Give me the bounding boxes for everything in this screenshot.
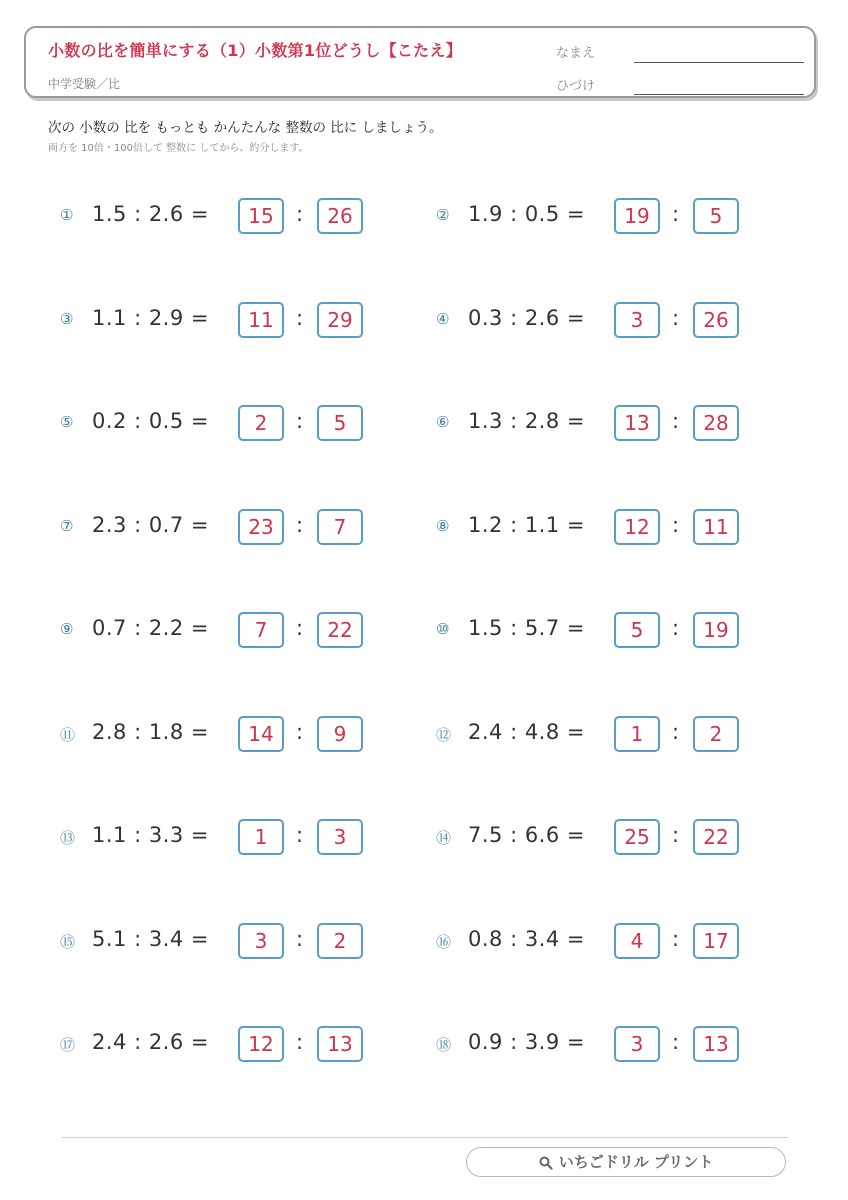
problem-number: ⑰ bbox=[60, 1036, 76, 1054]
problem-number: ⑥ bbox=[436, 413, 450, 431]
answer-box-left: 19 bbox=[614, 198, 660, 234]
problem-item bbox=[60, 612, 380, 648]
ratio-colon: : bbox=[296, 1030, 304, 1054]
ratio-colon: : bbox=[296, 513, 304, 537]
problem-item bbox=[60, 819, 380, 855]
answer-box-right: 2 bbox=[693, 716, 739, 752]
problem-expression: 7.5 : 6.6 = bbox=[468, 823, 585, 847]
problem-item bbox=[436, 1026, 756, 1062]
instructions-hint: 両方を 10倍・100倍して 整数に してから、約分します。 bbox=[48, 143, 309, 154]
problem-number: ④ bbox=[436, 310, 450, 328]
ratio-colon: : bbox=[296, 823, 304, 847]
answer-box-right: 7 bbox=[317, 509, 363, 545]
problem-number: ⑪ bbox=[60, 726, 76, 744]
worksheet-title: 小数の比を簡単にする（1）小数第1位どうし【こたえ】 bbox=[48, 41, 463, 60]
ratio-colon: : bbox=[296, 306, 304, 330]
answer-box-right: 29 bbox=[317, 302, 363, 338]
problem-item bbox=[60, 198, 380, 234]
answer-box-left: 12 bbox=[238, 1026, 284, 1062]
ratio-colon: : bbox=[296, 202, 304, 226]
answer-box-left: 2 bbox=[238, 405, 284, 441]
date-field-line bbox=[634, 94, 804, 95]
answer-box-left: 3 bbox=[614, 302, 660, 338]
problem-expression: 1.5 : 2.6 = bbox=[92, 202, 209, 226]
problem-item bbox=[60, 405, 380, 441]
name-label: なまえ bbox=[556, 46, 596, 61]
problem-expression: 2.8 : 1.8 = bbox=[92, 720, 209, 744]
problem-expression: 0.2 : 0.5 = bbox=[92, 409, 209, 433]
problem-expression: 1.5 : 5.7 = bbox=[468, 616, 585, 640]
answer-box-left: 3 bbox=[238, 923, 284, 959]
problem-expression: 0.8 : 3.4 = bbox=[468, 927, 585, 951]
answer-box-right: 13 bbox=[693, 1026, 739, 1062]
answer-box-right: 22 bbox=[317, 612, 363, 648]
problem-item bbox=[60, 716, 380, 752]
answer-box-left: 3 bbox=[614, 1026, 660, 1062]
brand-badge bbox=[466, 1147, 786, 1177]
problem-number: ⑬ bbox=[60, 829, 76, 847]
answer-box-right: 11 bbox=[693, 509, 739, 545]
ratio-colon: : bbox=[672, 616, 680, 640]
problem-item bbox=[60, 1026, 380, 1062]
ratio-colon: : bbox=[672, 823, 680, 847]
problem-expression: 1.9 : 0.5 = bbox=[468, 202, 585, 226]
ratio-colon: : bbox=[296, 616, 304, 640]
answer-box-right: 28 bbox=[693, 405, 739, 441]
problem-number: ⑱ bbox=[436, 1036, 452, 1054]
worksheet-subtitle: 中学受験／比 bbox=[48, 77, 121, 91]
problem-number: ⑦ bbox=[60, 517, 74, 535]
problem-item bbox=[436, 612, 756, 648]
answer-box-right: 5 bbox=[693, 198, 739, 234]
date-label: ひづけ bbox=[556, 79, 596, 94]
ratio-colon: : bbox=[672, 1030, 680, 1054]
brand-name: いちごドリル プリント bbox=[558, 1153, 714, 1171]
problem-number: ⑮ bbox=[60, 933, 76, 951]
answer-box-left: 14 bbox=[238, 716, 284, 752]
problem-number: ① bbox=[60, 206, 74, 224]
footer-divider bbox=[62, 1137, 788, 1138]
problem-item bbox=[60, 302, 380, 338]
problem-number: ⑫ bbox=[436, 726, 452, 744]
answer-box-left: 25 bbox=[614, 819, 660, 855]
problem-item bbox=[436, 198, 756, 234]
problem-item bbox=[60, 923, 380, 959]
problem-expression: 0.9 : 3.9 = bbox=[468, 1030, 585, 1054]
problem-expression: 0.7 : 2.2 = bbox=[92, 616, 209, 640]
answer-box-right: 26 bbox=[693, 302, 739, 338]
answer-box-right: 17 bbox=[693, 923, 739, 959]
answer-box-left: 23 bbox=[238, 509, 284, 545]
problem-number: ⑧ bbox=[436, 517, 450, 535]
answer-box-right: 19 bbox=[693, 612, 739, 648]
problem-item bbox=[436, 819, 756, 855]
answer-box-left: 1 bbox=[614, 716, 660, 752]
problem-number: ③ bbox=[60, 310, 74, 328]
problem-item bbox=[60, 509, 380, 545]
problem-item bbox=[436, 923, 756, 959]
problem-item bbox=[436, 405, 756, 441]
answer-box-left: 11 bbox=[238, 302, 284, 338]
ratio-colon: : bbox=[296, 720, 304, 744]
problem-number: ⑯ bbox=[436, 933, 452, 951]
answer-box-right: 9 bbox=[317, 716, 363, 752]
answer-box-right: 5 bbox=[317, 405, 363, 441]
problem-number: ⑭ bbox=[436, 829, 452, 847]
ratio-colon: : bbox=[672, 306, 680, 330]
answer-box-right: 13 bbox=[317, 1026, 363, 1062]
search-icon bbox=[539, 1156, 553, 1170]
ratio-colon: : bbox=[296, 927, 304, 951]
answer-box-left: 5 bbox=[614, 612, 660, 648]
problem-expression: 5.1 : 3.4 = bbox=[92, 927, 209, 951]
ratio-colon: : bbox=[672, 927, 680, 951]
answer-box-right: 22 bbox=[693, 819, 739, 855]
answer-box-left: 1 bbox=[238, 819, 284, 855]
problem-expression: 2.3 : 0.7 = bbox=[92, 513, 209, 537]
answer-box-right: 3 bbox=[317, 819, 363, 855]
answer-box-left: 13 bbox=[614, 405, 660, 441]
instructions: 次の 小数の 比を もっとも かんたんな 整数の 比に しましょう。 bbox=[48, 120, 443, 136]
ratio-colon: : bbox=[672, 409, 680, 433]
problem-item bbox=[436, 302, 756, 338]
problem-expression: 2.4 : 2.6 = bbox=[92, 1030, 209, 1054]
problem-number: ⑤ bbox=[60, 413, 74, 431]
answer-box-right: 2 bbox=[317, 923, 363, 959]
problem-expression: 1.1 : 3.3 = bbox=[92, 823, 209, 847]
answer-box-left: 4 bbox=[614, 923, 660, 959]
problem-expression: 0.3 : 2.6 = bbox=[468, 306, 585, 330]
answer-box-left: 15 bbox=[238, 198, 284, 234]
problem-item bbox=[436, 716, 756, 752]
answer-box-left: 7 bbox=[238, 612, 284, 648]
ratio-colon: : bbox=[672, 513, 680, 537]
problem-item bbox=[436, 509, 756, 545]
problem-number: ⑨ bbox=[60, 620, 74, 638]
answer-box-right: 26 bbox=[317, 198, 363, 234]
problem-expression: 2.4 : 4.8 = bbox=[468, 720, 585, 744]
ratio-colon: : bbox=[672, 202, 680, 226]
problem-expression: 1.1 : 2.9 = bbox=[92, 306, 209, 330]
problem-expression: 1.3 : 2.8 = bbox=[468, 409, 585, 433]
answer-box-left: 12 bbox=[614, 509, 660, 545]
ratio-colon: : bbox=[672, 720, 680, 744]
name-field-line bbox=[634, 62, 804, 63]
problem-number: ② bbox=[436, 206, 450, 224]
worksheet-header bbox=[24, 26, 816, 98]
problem-number: ⑩ bbox=[436, 620, 450, 638]
problem-expression: 1.2 : 1.1 = bbox=[468, 513, 585, 537]
ratio-colon: : bbox=[296, 409, 304, 433]
